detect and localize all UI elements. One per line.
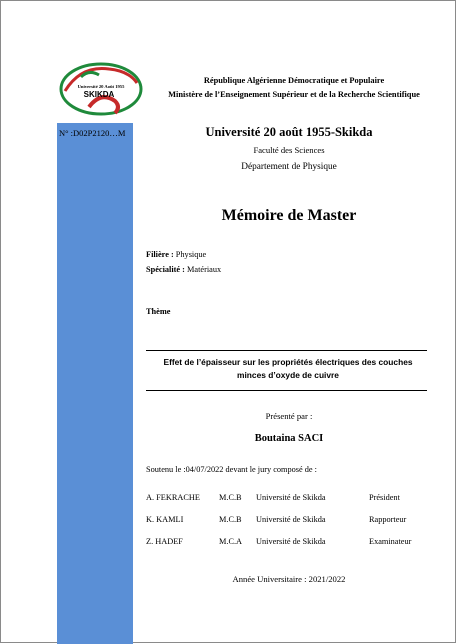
department-name: Département de Physique [241,162,337,172]
filiere-field [146,250,206,259]
jury-grade: M.C.B [219,515,242,524]
jury-name: K. KAMLI [146,515,184,524]
jury-name: Z. HADEF [146,537,183,546]
thesis-theme [146,356,430,382]
header-line-republic: République Algérienne Démocratique et Populaire [203,76,385,85]
sidebar-band [57,123,133,644]
jury-grade: M.C.A [219,537,243,546]
jury-role: Président [369,493,400,502]
theme-rule-top [146,350,427,351]
specialite-field [146,265,221,274]
document-title: Mémoire de Master [221,207,357,224]
logo-text-main: SKIKDA [83,90,115,99]
author-name: Boutaina SACI [254,433,324,444]
jury-role: Examinateur [369,537,412,546]
filiere-value: Physique [175,250,207,259]
specialite-value: Matériaux [187,265,222,274]
faculty-name: Faculté des Sciences [253,145,325,155]
jury-institution: Université de Skikda [256,515,326,524]
jury-institution: Université de Skikda [256,493,326,502]
theme-line-2: minces d’oxyde de cuivre [237,370,339,380]
jury-row [146,537,436,549]
ministry-header [149,74,439,102]
header-line-ministry: Ministère de l’Enseignement Supérieur et de la Recherche Scientifique [168,90,420,99]
theme-label: Thème [146,307,171,316]
academic-year: Année Universitaire : 2021/2022 [232,574,346,584]
specialite-label: Spécialité : [146,265,185,274]
defense-statement: Soutenu le :04/07/2022 devant le jury composé de : [146,465,317,474]
presented-by-label: Présenté par : [265,411,313,421]
filiere-label: Filière : [146,250,174,259]
theme-line-1: Effet de l’épaisseur sur les propriétés électriques des couches [163,357,413,367]
jury-row [146,515,436,527]
university-name: Université 20 août 1955-Skikda [205,125,373,139]
jury-institution: Université de Skikda [256,537,326,546]
jury-grade: M.C.B [219,493,242,502]
university-logo [59,61,143,117]
logo-text-top: Université 20 Août 1955 [77,84,125,89]
theme-rule-bottom [146,390,427,391]
jury-role: Rapporteur [369,515,407,524]
jury-name: A. FEKRACHE [146,493,200,502]
jury-row [146,493,436,505]
document-number: N° :D02P2120…M [59,128,126,138]
